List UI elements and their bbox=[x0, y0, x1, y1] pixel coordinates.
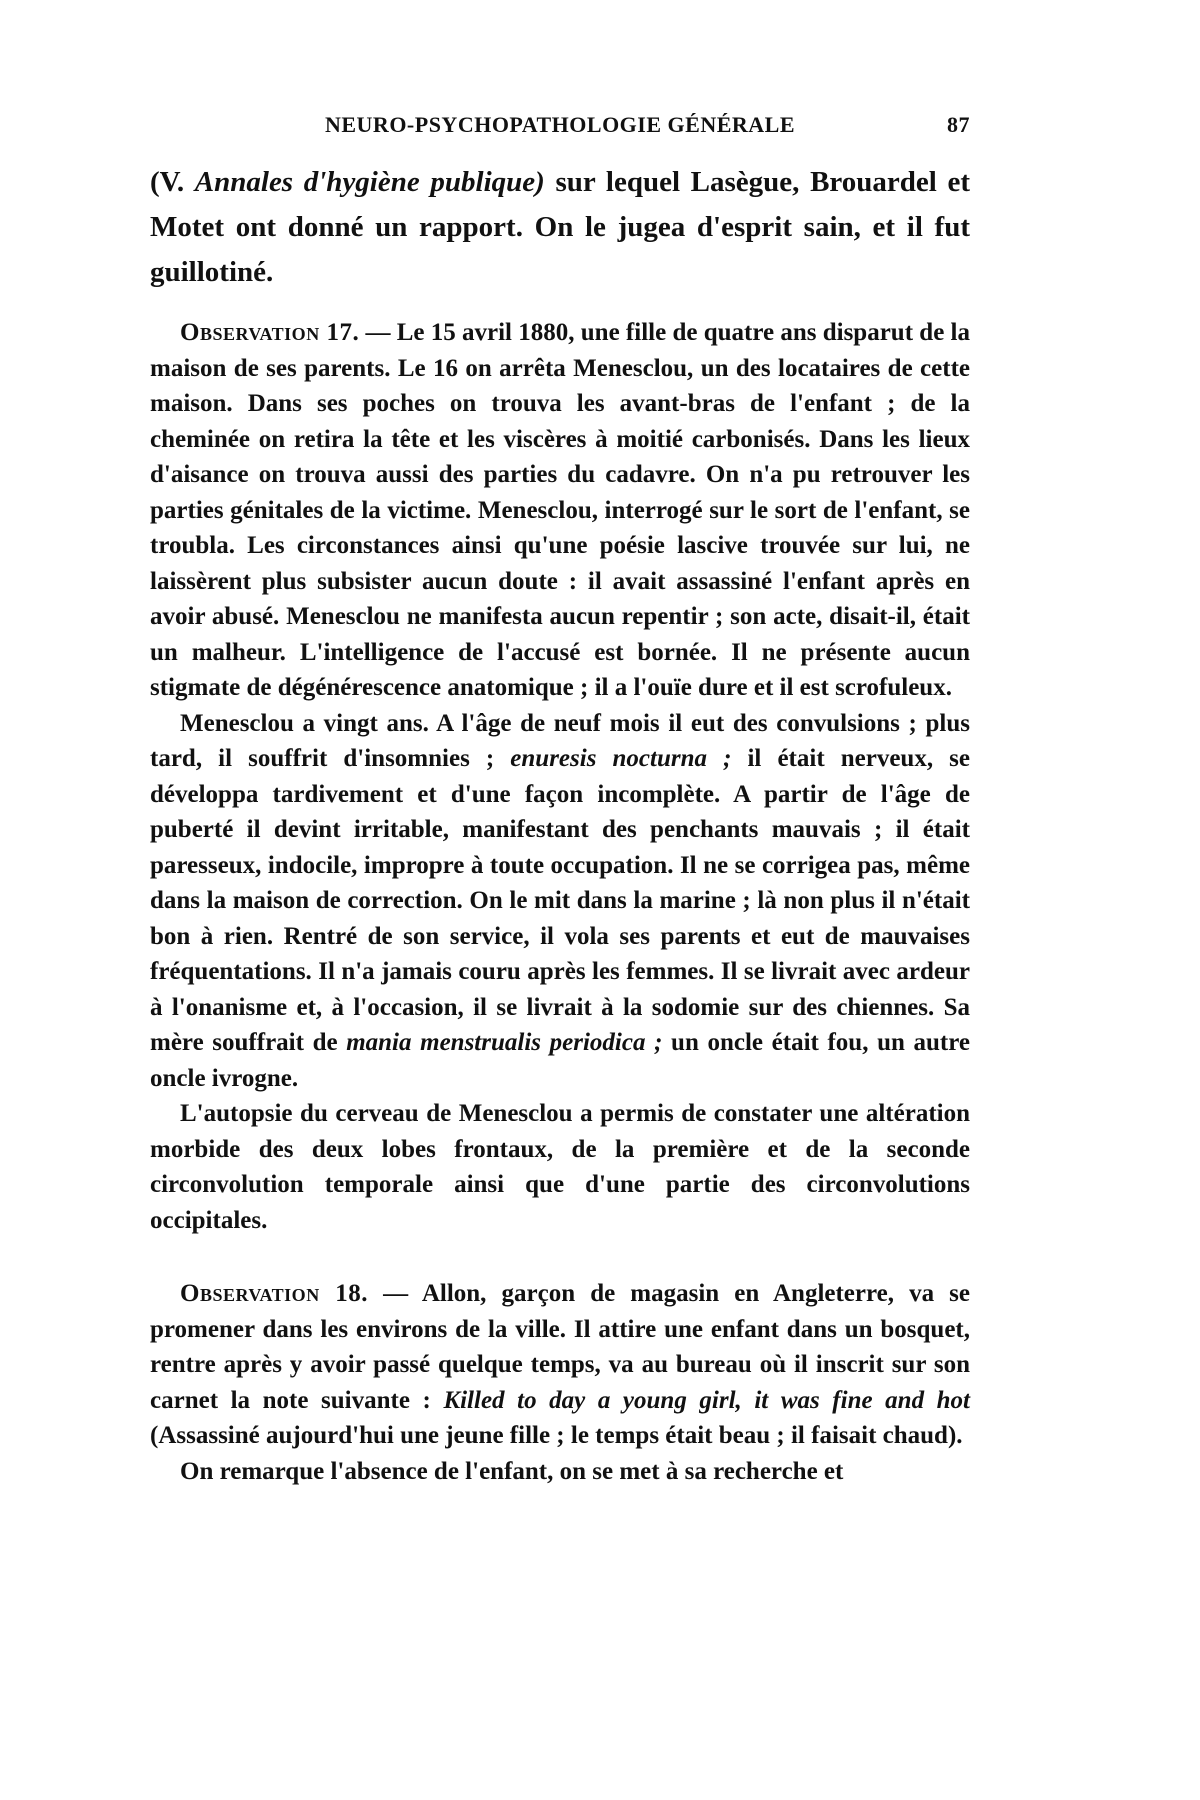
intro-paragraph bbox=[150, 160, 970, 295]
observation-18-text-1: — Allon, garçon de magasin en Angleterre, va se promener dans les environs de la ville. Il attire une enfant dans un bosquet, rentre après y avoir passé quelque temps, va au bureau où il inscrit sur son carnet la note suivante : bbox=[150, 1280, 970, 1414]
observation-18-label: Observation 18. bbox=[180, 1280, 369, 1307]
history-text-1: Menesclou a vingt ans. A l'âge de neuf mois il eut des convulsions ; plus tard, il souffrit d'insomnies ; bbox=[150, 709, 970, 772]
running-title: NEURO-PSYCHOPATHOLOGIE GÉNÉRALE bbox=[324, 112, 795, 137]
paragraph-history bbox=[150, 706, 970, 1097]
history-italic-2: mania menstrualis periodica ; bbox=[346, 1029, 663, 1056]
history-text-3: un oncle était fou, un autre oncle ivrogne. bbox=[150, 1029, 970, 1092]
observation-18-text-2: (Assassiné aujourd'hui une jeune fille ; le temps était beau ; il faisait chaud). bbox=[150, 1422, 963, 1449]
intro-prefix: (V. bbox=[150, 166, 195, 198]
running-header bbox=[150, 112, 970, 144]
page-number: 87 bbox=[947, 112, 970, 137]
observation-17-text: — Le 15 avril 1880, une fille de quatre ans disparut de la maison de ses parents. Le 16 on arrêta Menesclou, un des locataires de cette maison. Dans ses poches on trouva les avant-bras de l'enfant ; de la cheminée on retira la tête et les viscères à moitié carbonisés. Dans les lieux d'aisance on trouva aussi des parties du cadavre. On n'a pu retrouver les parties génitales de la victime. Menesclou, interrogé sur le sort de l'enfant, se troubla. Les circonstances ainsi qu'une poésie lascive trouvée sur lui, ne laissèrent plus subsister aucun doute : il avait assassiné l'enfant après en avoir abusé. Menesclou ne manifesta aucun repentir ; son acte, disait-il, était un malheur. L'intelligence de l'accusé est bornée. Il ne présente aucun stigmate de dégénérescence anatomique ; il a l'ouïe dure et il est scrofuleux. bbox=[150, 319, 971, 701]
page-body bbox=[150, 160, 970, 1489]
intro-citation: Annales d'hygiène publique) bbox=[194, 166, 545, 198]
history-text-2: il était nerveux, se développa tardivement et d'une façon incomplète. A partir de l'âge de puberté il devint irritable, manifestant des penchants mauvais ; il était paresseux, indocile, impropre à toute occupation. Il ne se corrigea pas, même dans la maison de correction. On le mit dans la marine ; là non plus il n'était bon à rien. Rentré de son service, il vola ses parents et eut de mauvaises fréquentations. Il n'a jamais couru après les femmes. Il se livrait avec ardeur à l'onanisme et, à l'occasion, il se livrait à la sodomie sur des chiennes. Sa mère souffrait de bbox=[150, 745, 970, 1056]
intro-text: sur lequel Lasègue, Brouardel et Motet ont donné un rapport. On le jugea d'esprit sain, et il fut guillotiné. bbox=[150, 166, 971, 288]
observation-18-quote: Killed to day a young girl, it was fine and hot bbox=[443, 1386, 970, 1414]
observation-18 bbox=[150, 1276, 970, 1454]
history-italic-1: enuresis nocturna ; bbox=[510, 745, 732, 772]
observation-17-label: Observation 17. bbox=[180, 319, 360, 346]
paragraph-autopsy: L'autopsie du cerveau de Menesclou a permis de constater une altération morbide des deux lobes frontaux, de la première et de la seconde circonvolution temporale ainsi que d'une partie des circonvolutions occipitales. bbox=[150, 1100, 970, 1234]
observation-17 bbox=[150, 315, 970, 706]
paragraph-final: On remarque l'absence de l'enfant, on se met à sa recherche et bbox=[180, 1457, 844, 1485]
